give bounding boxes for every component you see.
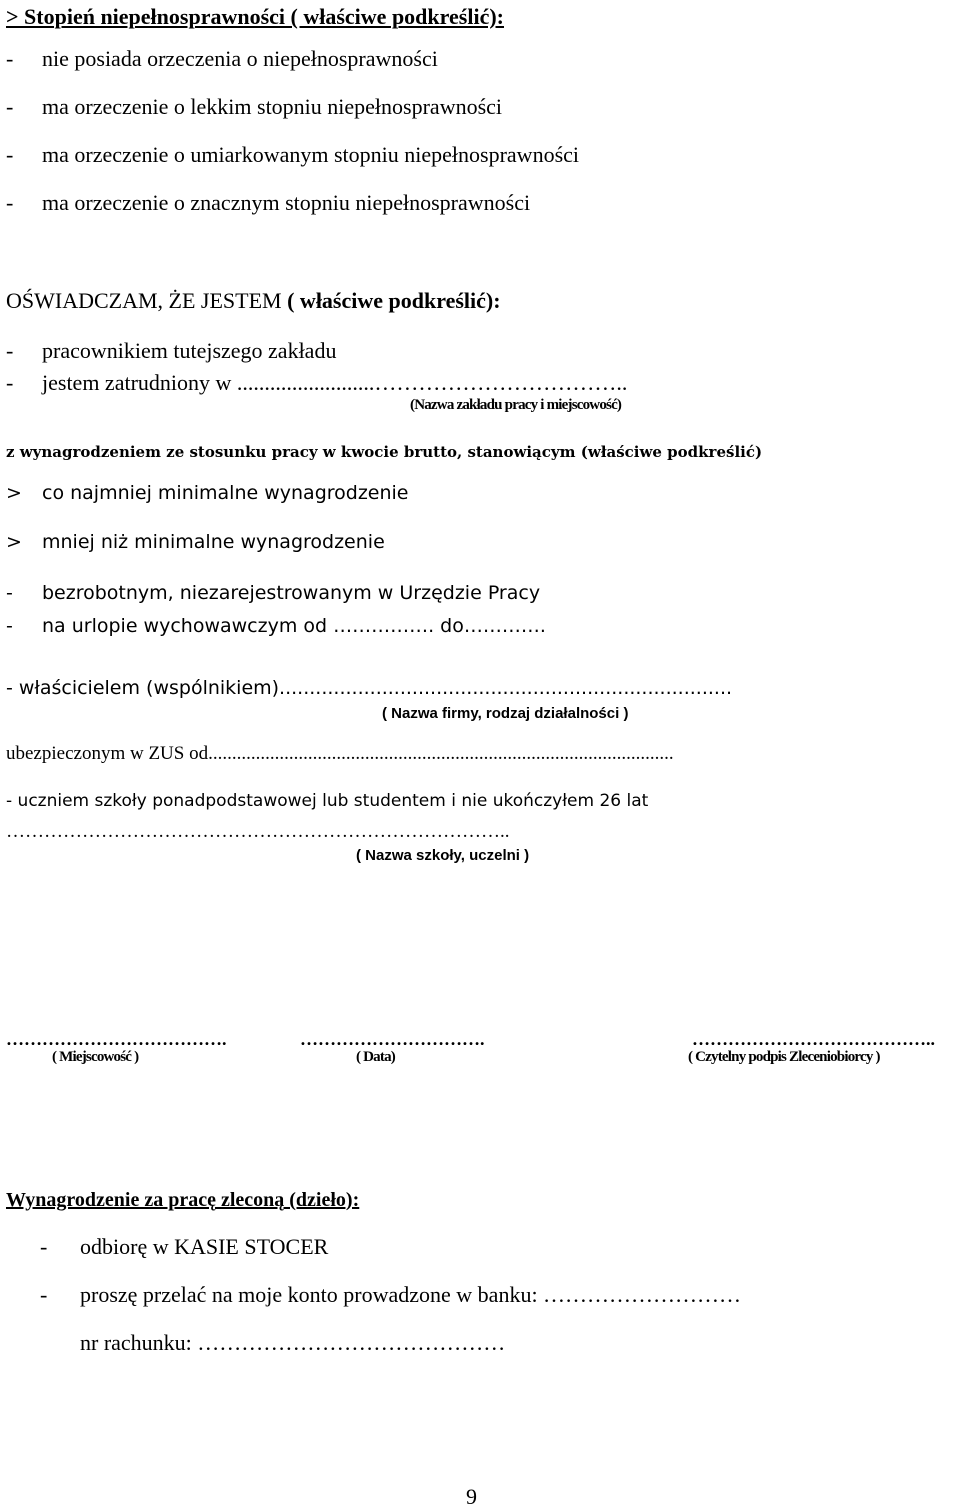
- student-fill: ……………………………………………………………………..: [6, 821, 510, 842]
- page-number: 9: [466, 1484, 477, 1509]
- disability-item-moderate: - ma orzeczenie o umiarkowanym stopniu niepełnosprawności: [6, 142, 580, 167]
- date-dots: ………………………….: [300, 1029, 485, 1049]
- statement-item-student: - uczniem szkoły ponadpodstawowej lub studentem i nie ukończyłem 26 lat: [6, 791, 649, 811]
- statement-item-unemployed: - bezrobotnym, niezarejestrowanym w Urzędzie Pracy: [6, 582, 541, 604]
- signature-dots: …………………………………..: [692, 1029, 935, 1049]
- account-number-line: nr rachunku: ……………………………………: [80, 1330, 506, 1355]
- date-label: ( Data): [356, 1049, 395, 1065]
- place-dots: ……………………………….: [6, 1029, 227, 1049]
- disability-item-significant: - ma orzeczenie o znacznym stopniu niepełnosprawności: [6, 190, 531, 215]
- signature-label: ( Czytelny podpis Zleceniobiorcy ): [688, 1049, 880, 1065]
- salary-option-less-than-min: > mniej niż minimalne wynagrodzenie: [6, 531, 385, 553]
- salary-option-min-or-more: > co najmniej minimalne wynagrodzenie: [6, 482, 409, 504]
- disability-item-none: - nie posiada orzeczenia o niepełnosprawności: [6, 46, 438, 71]
- place-label: ( Miejscowość ): [52, 1049, 139, 1065]
- disability-heading: > Stopień niepełnosprawności ( właściwe podkreślić):: [6, 4, 504, 29]
- employer-caption: (Nazwa zakładu pracy i miejscowość): [410, 397, 622, 413]
- school-caption: ( Nazwa szkoły, uczelni ): [356, 847, 530, 864]
- statement-item-employed: - jestem zatrudniony w .........................……………………………..: [6, 370, 628, 395]
- statement-heading: OŚWIADCZAM, ŻE JESTEM ( właściwe podkreślić):: [6, 288, 501, 313]
- statement-item-leave: - na urlopie wychowawczym od ……………. do………….: [6, 615, 546, 637]
- owner-caption: ( Nazwa firmy, rodzaj działalności ): [382, 705, 629, 722]
- payment-option-cash: - odbiorę w KASIE STOCER: [40, 1234, 329, 1259]
- statement-item-employee: - pracownikiem tutejszego zakładu: [6, 338, 337, 363]
- statement-item-owner: - właścicielem (wspólnikiem)...........................................................................: [6, 677, 733, 699]
- zus-line: ubezpieczonym w ZUS od..................................................................................................: [6, 743, 674, 764]
- payment-option-bank: - proszę przelać na moje konto prowadzone w banku: ………………………: [40, 1282, 742, 1307]
- payment-heading: Wynagrodzenie za pracę zleconą (dzieło):: [6, 1189, 360, 1211]
- disability-item-light: - ma orzeczenie o lekkim stopniu niepełnosprawności: [6, 94, 503, 119]
- salary-line: z wynagrodzeniem ze stosunku pracy w kwocie brutto, stanowiącym (właściwe podkreślić): [6, 443, 763, 461]
